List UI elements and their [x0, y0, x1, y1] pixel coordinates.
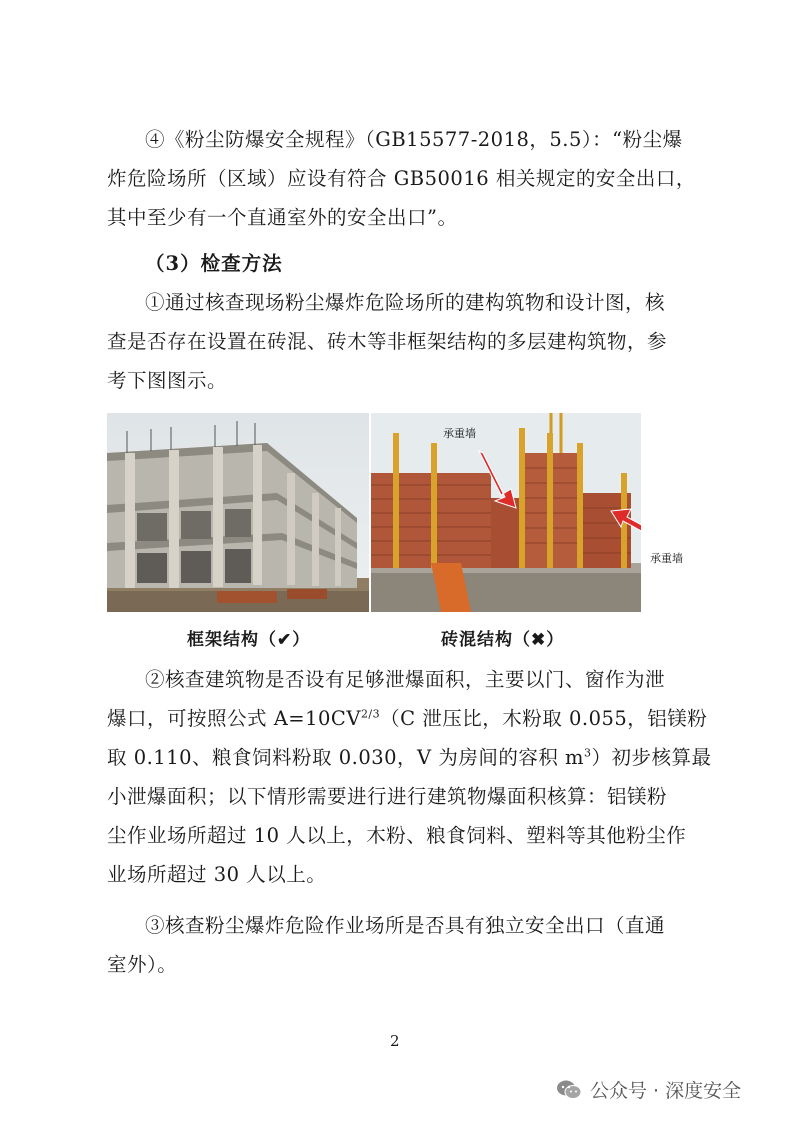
- text-line: 查是否存在设置在砖混、砖木等非框架结构的多层建构筑物，参: [107, 330, 668, 353]
- volume-text: ）初步核算最: [591, 746, 712, 769]
- text-line: 小泄爆面积；以下情形需要进行进行建筑物爆面积核算：铝镁粉: [107, 785, 668, 808]
- section-heading: （3）检查方法: [145, 252, 283, 275]
- paragraph-venting-area: [107, 660, 712, 894]
- text-line-formula: [107, 699, 708, 738]
- volume-exponent: 3: [584, 746, 592, 760]
- wechat-icon: [556, 1079, 582, 1101]
- text-line-volume: [107, 738, 712, 777]
- caption-frame-structure: 框架结构（✔）: [187, 630, 311, 650]
- load-bearing-wall-label-right: 承重墙: [650, 552, 683, 565]
- paragraph-safety-exit: [107, 906, 697, 984]
- text-line: 炸危险场所（区域）应设有符合 GB50016 相关规定的安全出口，: [107, 167, 696, 190]
- text-line: 业场所超过 30 人以上。: [107, 863, 327, 886]
- text-line: ④《粉尘防爆安全规程》（GB15577-2018，5.5）：“粉尘爆: [145, 128, 683, 151]
- paragraph-method-1: [107, 283, 697, 400]
- formula-text: 爆口，可按照公式 A=10CV: [107, 707, 361, 730]
- text-line: 室外）。: [107, 953, 178, 976]
- watermark: [556, 1076, 741, 1103]
- watermark-text: 公众号 · 深度安全: [590, 1080, 742, 1102]
- text-line: 其中至少有一个直通室外的安全出口”。: [107, 206, 458, 229]
- text-line: 尘作业场所超过 10 人以上，木粉、粮食饲料、塑料等其他粉尘作: [107, 824, 687, 847]
- text-line: ③核查粉尘爆炸危险作业场所是否具有独立安全出口（直通: [145, 914, 666, 937]
- volume-text: 取 0.110、粮食饲料粉取 0.030，V 为房间的容积 m: [107, 746, 585, 769]
- formula-exponent: 2/3: [360, 707, 381, 721]
- formula-text: （C 泄压比，木粉取 0.055，铝镁粉: [380, 707, 708, 730]
- page-number: 2: [390, 1032, 400, 1050]
- frame-structure-photo: [107, 413, 369, 612]
- brick-structure-photo: [371, 413, 641, 612]
- text-line: 考下图图示。: [107, 369, 228, 392]
- text-line: ②核查建筑物是否设有足够泄爆面积，主要以门、窗作为泄: [145, 668, 666, 691]
- load-bearing-wall-label-top: 承重墙: [443, 427, 476, 440]
- paragraph-regulation: [107, 120, 697, 237]
- text-line: ①通过核查现场粉尘爆炸危险场所的建构筑物和设计图，核: [145, 291, 666, 314]
- caption-brick-structure: 砖混结构（✖）: [441, 630, 565, 650]
